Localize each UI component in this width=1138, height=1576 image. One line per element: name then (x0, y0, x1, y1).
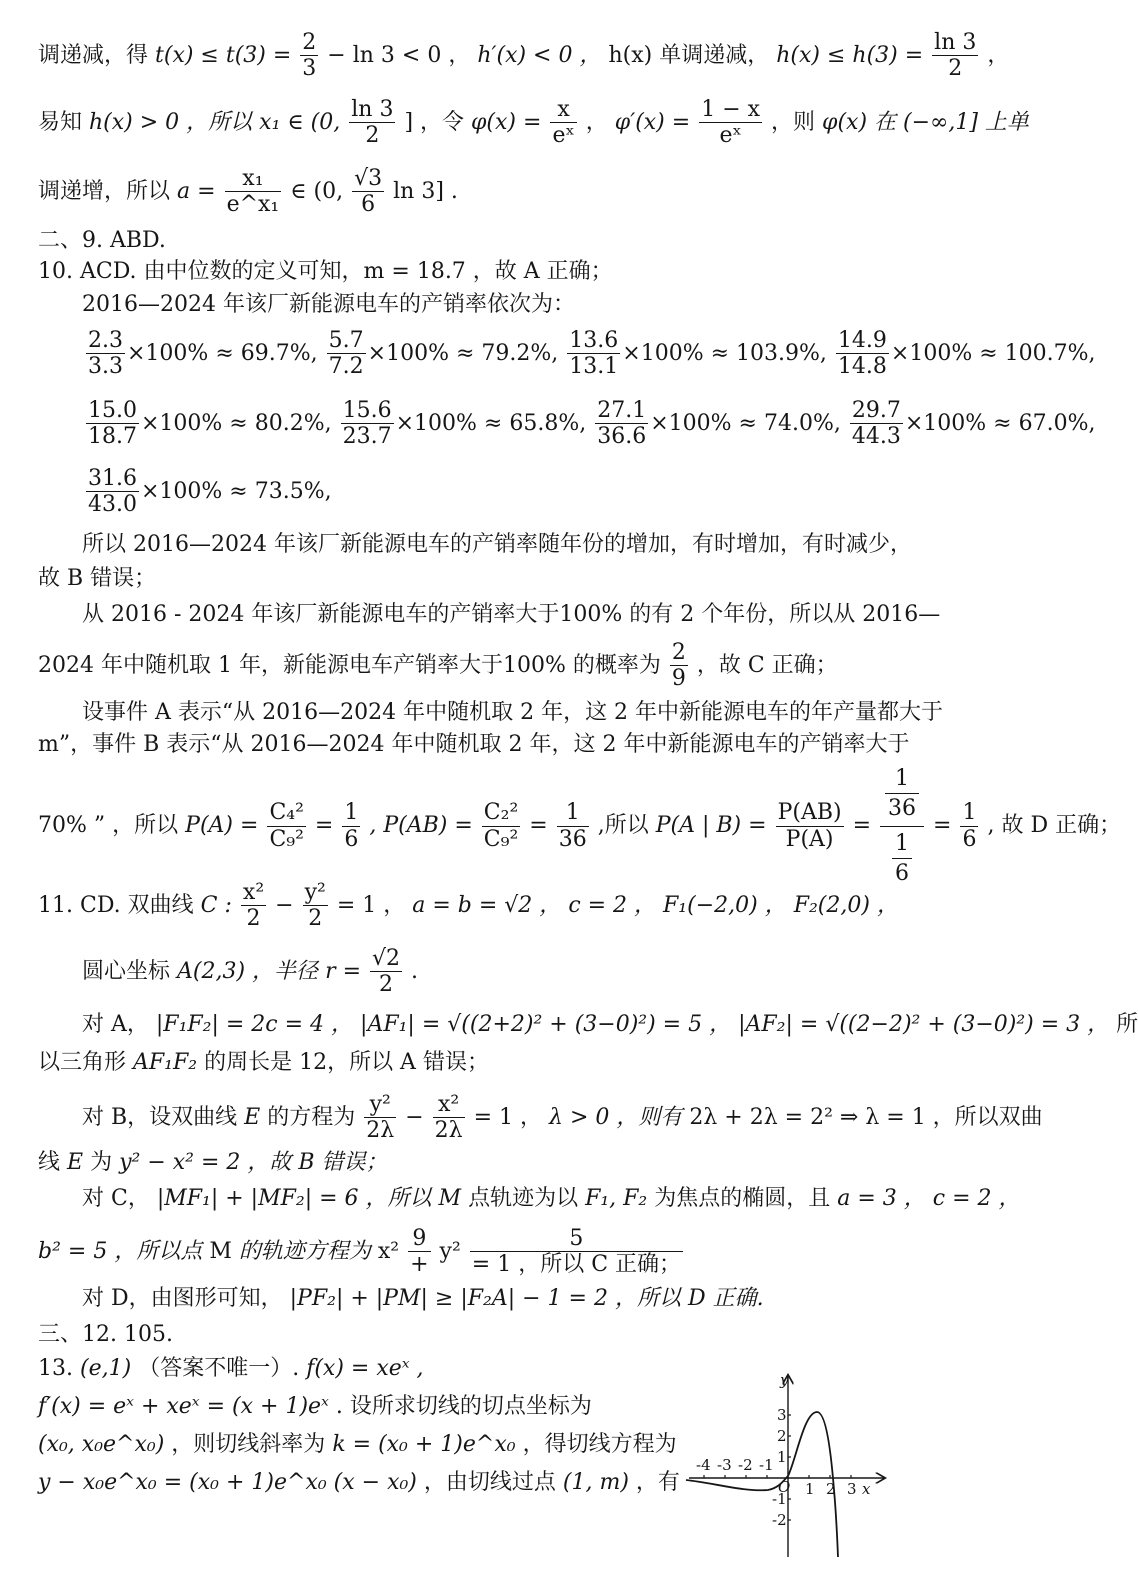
text-line-4: 二、9. ABD. (38, 228, 166, 253)
text-line-2: 易知 h(x) > 0 ，所以 x₁ ∈ (0, $\frac{\ln 3}{2}$ ] ，令 φ(x) = $\frac{x}{\text{eˣ}}$ ， φ′(x) = $\frac{1 - x}{\text{eˣ}}$ ，则 φ(x) 在 (−∞,1] 上单 (38, 97, 1029, 149)
rate-row-1: $\frac{2.3}{3.3}$ ×100% ≈ 69.7%, $\frac{5.7}{7.2}$ ×100% ≈ 79.2%, $\frac{13.6}{13.1}$ ×100% ≈ 103.9%, $\frac{14.9}{14.8}$ ×100% ≈ 100.7%, (88, 328, 1096, 380)
text-line-19: 对 A， |F₁F₂| = 2c = 4 ， |AF₁| = √((2+2)² + (3−0)²) = 5 ， |AF₂| = √((2−2)² + (3−0)²) = 3 ， 所 (82, 1012, 1138, 1037)
text-line-18: 圆心坐标 A(2,3) ，半径 r = $\frac{√2}{2}$ . (82, 946, 419, 998)
text-line-6: 2016—2024 年该厂新能源电车的产销率依次为： (82, 292, 575, 317)
text-line-12: 从 2016 - 2024 年该厂新能源电车的产销率大于100% 的有 2 个年份，所以从 2016— (82, 602, 941, 627)
y-tick-n2: -2 (772, 1511, 787, 1529)
y-tick-2: 2 (777, 1427, 787, 1445)
y-tick-1: 1 (777, 1448, 787, 1466)
x-tick-1: 1 (805, 1480, 815, 1498)
text-line-11: 故 B 错误； (38, 566, 157, 591)
x-tick-2: 2 (826, 1480, 836, 1498)
x-tick-n3: -3 (717, 1456, 732, 1474)
origin-label: O (778, 1478, 791, 1496)
text-line-30: y − x₀e^x₀ = (x₀ + 1)e^x₀ (x − x₀) ，由切线过点 (1, m) ，有 (38, 1470, 680, 1495)
text-line-14: 设事件 A 表示“从 2016—2024 年中随机取 2 年，这 2 年中新能源电车的年产量都大于 (82, 700, 944, 725)
curve (686, 1412, 838, 1557)
text-line-20: 以三角形 AF₁F₂ 的周长是 12，所以 A 错误； (38, 1050, 489, 1075)
function-graph (684, 1372, 894, 1562)
text-line-1: 调递减，得 t(x) ≤ t(3) = $\frac{2}{3}$ − ln 3 < 0 ， h′(x) < 0 ， h(x) 单调递减， h(x) ≤ h(3) = $\frac{\ln 3}{2}$ ， (38, 30, 1010, 82)
text-line-13: 2024 年中随机取 1 年，新能源电车产销率大于100% 的概率为 $\frac{2}{9}$ ，故 C 正确； (38, 640, 838, 692)
text-line-23: 对 C， |MF₁| + |MF₂| = 6 ，所以 M 点轨迹为以 F₁, F₂ 为焦点的椭圆，且 a = 3 ， c = 2 ， (82, 1186, 1021, 1211)
y-tick-n1: -1 (772, 1490, 787, 1508)
y-tick-3: 3 (777, 1406, 787, 1424)
text-line-25: 对 D，由图形可知， |PF₂| + |PM| ≥ |F₂A| − 1 = 2 ，所以 D 正确. (82, 1286, 764, 1311)
text-line-28: f′(x) = eˣ + xeˣ = (x + 1)eˣ . 设所求切线的切点坐标为 (38, 1394, 592, 1419)
text-line-3: 调递增，所以 a = $\frac{\text{x₁}}{\text{e\textasciicircum{}x₁}}$ ∈ (0, $\frac{√3}{6}$ ln 3] . (38, 166, 458, 218)
text-line-27: 13. (e,1) （答案不唯一）. f(x) = xeˣ , (38, 1356, 424, 1381)
rate-row-2: $\frac{15.0}{18.7}$ ×100% ≈ 80.2%, $\frac{15.6}{23.7}$ ×100% ≈ 65.8%, $\frac{27.1}{36.6}$ ×100% ≈ 74.0%, $\frac{29.7}{44.3}$ ×100% ≈ 67.0%, (88, 398, 1096, 450)
x-tick-3: 3 (847, 1480, 857, 1498)
text-line-22: 线 E 为 y² − x² = 2 ，故 B 错误； (38, 1150, 388, 1175)
text-line-17: 11. CD. 双曲线 C : $\frac{\text{x²}}{2}$ − $\frac{\text{y²}}{2}$ = 1 ， a = b = √2 ， c = 2 ， F₁(−2,0) ， F₂(2,0) ， (38, 880, 899, 932)
x-axis-label: x (862, 1480, 871, 1498)
text-line-21: 对 B，设双曲线 E 的方程为 $\frac{\text{y²}}{2\lambda}$ − $\frac{\text{x²}}{2\lambda}$ = 1 ， λ > 0 ，则有 2λ + 2λ = 2² ⇒ λ = 1 ，所以双曲 (82, 1092, 1043, 1144)
x-tick-n2: -2 (738, 1456, 753, 1474)
text-line-24: b² = 5 ，所以点 M 的轨迹方程为 x² $\frac{9}{+}$ y² $\frac{5}{\text{= 1 ，所以 C 正确；}}$ (38, 1226, 682, 1278)
x-tick-n1: -1 (759, 1456, 774, 1474)
rate-row-3: $\frac{31.6}{43.0}$ ×100% ≈ 73.5%, (88, 466, 332, 518)
text-line-26: 三、12. 105. (38, 1322, 173, 1347)
text-line-15: m”，事件 B 表示“从 2016—2024 年中随机取 2 年，这 2 年中新能源电车的产销率大于 (38, 732, 910, 757)
text-line-16: 70% ” ，所以 P(A) = $\frac{\text{C₄²}}{\text{C₉²}}$ = $\frac{1}{6}$ , P(AB) = $\frac{\text{C₂²}}{\text{C₉²}}$ = $\frac{1}{36}$ ,所以 P(A | B) = $\frac{P(AB)}{P(A)}$ = $\frac{\frac{1}{36}}{\frac{1}{6}}$ = $\frac{1}{6}$ , 故 D 正确； (38, 762, 1121, 890)
x-tick-n4: -4 (696, 1456, 711, 1474)
text-line-29: (x₀, x₀e^x₀) ，则切线斜率为 k = (x₀ + 1)e^x₀ ，得切线方程为 (38, 1432, 677, 1457)
text-line-10: 所以 2016—2024 年该厂新能源电车的产销率随年份的增加，有时增加，有时减少， (82, 532, 912, 557)
y-axis-label: y (780, 1371, 789, 1389)
text-line-5: 10. ACD. 由中位数的定义可知，m = 18.7 ，故 A 正确； (38, 259, 613, 284)
